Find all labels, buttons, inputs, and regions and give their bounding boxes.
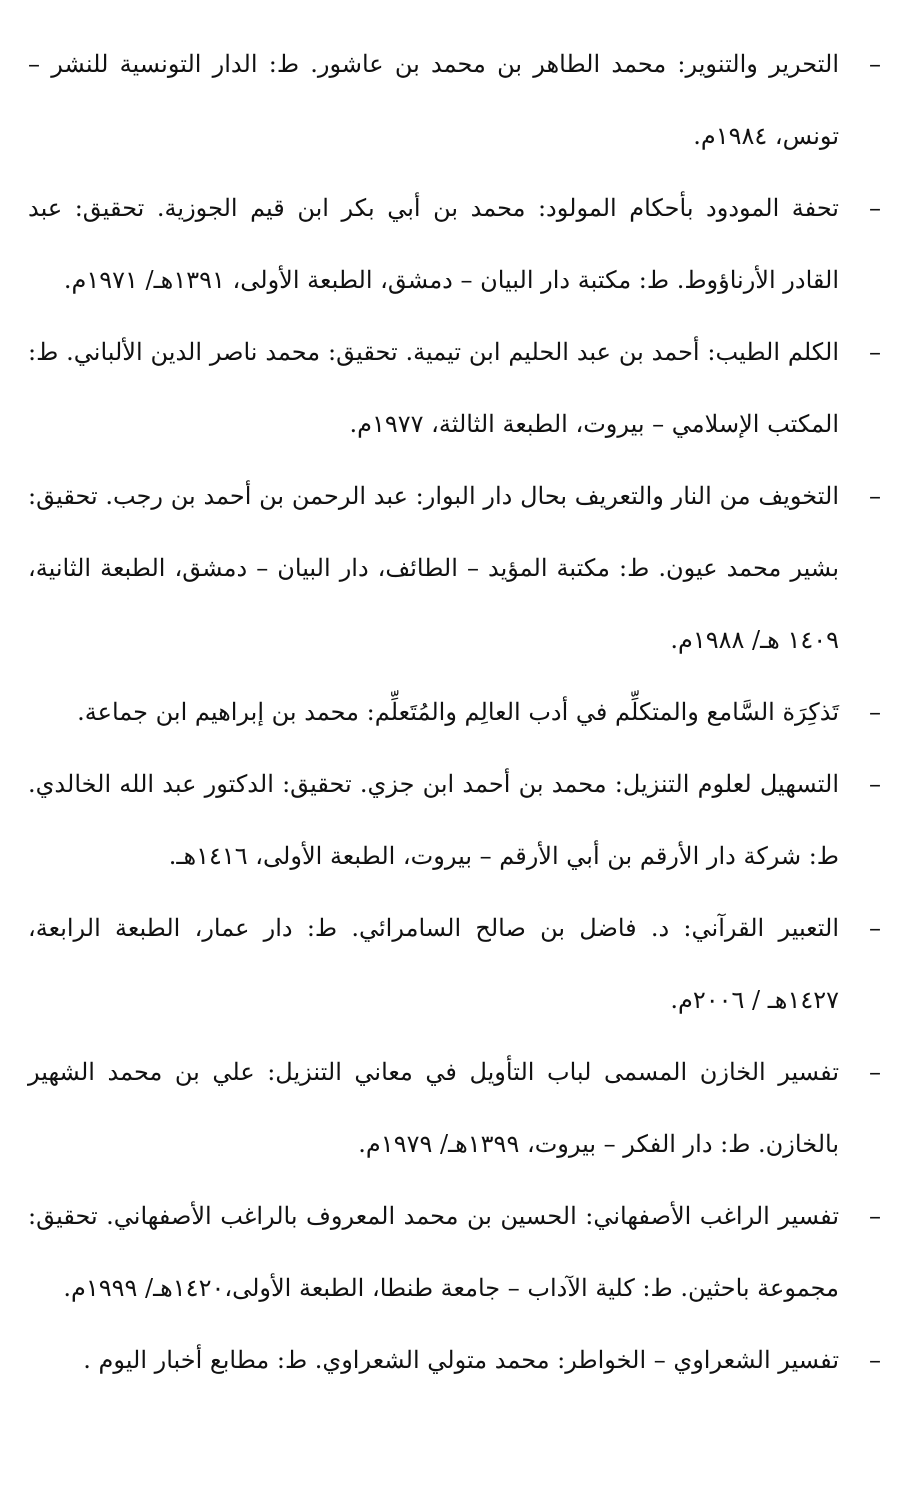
bibliography-list xyxy=(28,28,881,1396)
dash-bullet: – xyxy=(869,914,881,942)
bibliography-page xyxy=(28,28,881,1396)
entry-text: تحفة المودود بأحكام المولود: محمد بن أبي بكر ابن قيم الجوزية. تحقيق: عبد القادر الأرناؤوط. ط: مكتبة دار البيان – دمشق، الطبعة الأولى، ١٣٩١هـ/ ١٩٧١م. xyxy=(28,194,839,294)
dash-bullet: – xyxy=(869,50,881,78)
bibliography-entry xyxy=(28,1036,881,1180)
entry-text: تَذكِرَة السَّامع والمتكلِّم في أدب العالِم والمُتَعلِّم: محمد بن إبراهيم ابن جماعة. xyxy=(77,698,839,726)
entry-text: الكلم الطيب: أحمد بن عبد الحليم ابن تيمية. تحقيق: محمد ناصر الدين الألباني. ط: المكتب الإسلامي – بيروت، الطبعة الثالثة، ١٩٧٧م. xyxy=(28,338,839,438)
dash-bullet: – xyxy=(869,698,881,726)
entry-text: التعبير القرآني: د. فاضل بن صالح السامرائي. ط: دار عمار، الطبعة الرابعة، ١٤٢٧هـ / ٢٠٠٦م. xyxy=(28,914,839,1014)
entry-text: تفسير الراغب الأصفهاني: الحسين بن محمد المعروف بالراغب الأصفهاني. تحقيق: مجموعة باحثين. ط: كلية الآداب – جامعة طنطا، الطبعة الأولى،١٤٢٠هـ/ ١٩٩٩م. xyxy=(28,1202,839,1302)
bibliography-entry xyxy=(28,748,881,892)
entry-text: التحرير والتنوير: محمد الطاهر بن محمد بن عاشور. ط: الدار التونسية للنشر – تونس، ١٩٨٤م. xyxy=(28,50,839,150)
entry-text: التخويف من النار والتعريف بحال دار البوار: عبد الرحمن بن أحمد بن رجب. تحقيق: بشير محمد عيون. ط: مكتبة المؤيد – الطائف، دار البيان – دمشق، الطبعة الثانية، ١٤٠٩ هـ/ ١٩٨٨م. xyxy=(28,482,840,654)
bibliography-entry xyxy=(28,28,881,172)
bibliography-entry xyxy=(28,676,881,748)
entry-text: تفسير الشعراوي – الخواطر: محمد متولي الشعراوي. ط: مطابع أخبار اليوم . xyxy=(83,1346,839,1374)
bibliography-entry xyxy=(28,1180,881,1324)
bibliography-entry xyxy=(28,172,881,316)
bibliography-entry xyxy=(28,460,881,676)
entry-text: التسهيل لعلوم التنزيل: محمد بن أحمد ابن جزي. تحقيق: الدكتور عبد الله الخالدي. ط: شركة دار الأرقم بن أبي الأرقم – بيروت، الطبعة الأولى، ١٤١٦هـ. xyxy=(28,770,839,870)
bibliography-entry xyxy=(28,316,881,460)
dash-bullet: – xyxy=(869,770,881,798)
dash-bullet: – xyxy=(869,1202,881,1230)
entry-text: تفسير الخازن المسمى لباب التأويل في معاني التنزيل: علي بن محمد الشهير بالخازن. ط: دار الفكر – بيروت، ١٣٩٩هـ/ ١٩٧٩م. xyxy=(28,1058,840,1158)
dash-bullet: – xyxy=(869,338,881,366)
dash-bullet: – xyxy=(869,1058,881,1086)
bibliography-entry xyxy=(28,892,881,1036)
dash-bullet: – xyxy=(869,482,881,510)
dash-bullet: – xyxy=(869,1346,881,1374)
dash-bullet: – xyxy=(869,194,881,222)
bibliography-entry xyxy=(28,1324,881,1396)
